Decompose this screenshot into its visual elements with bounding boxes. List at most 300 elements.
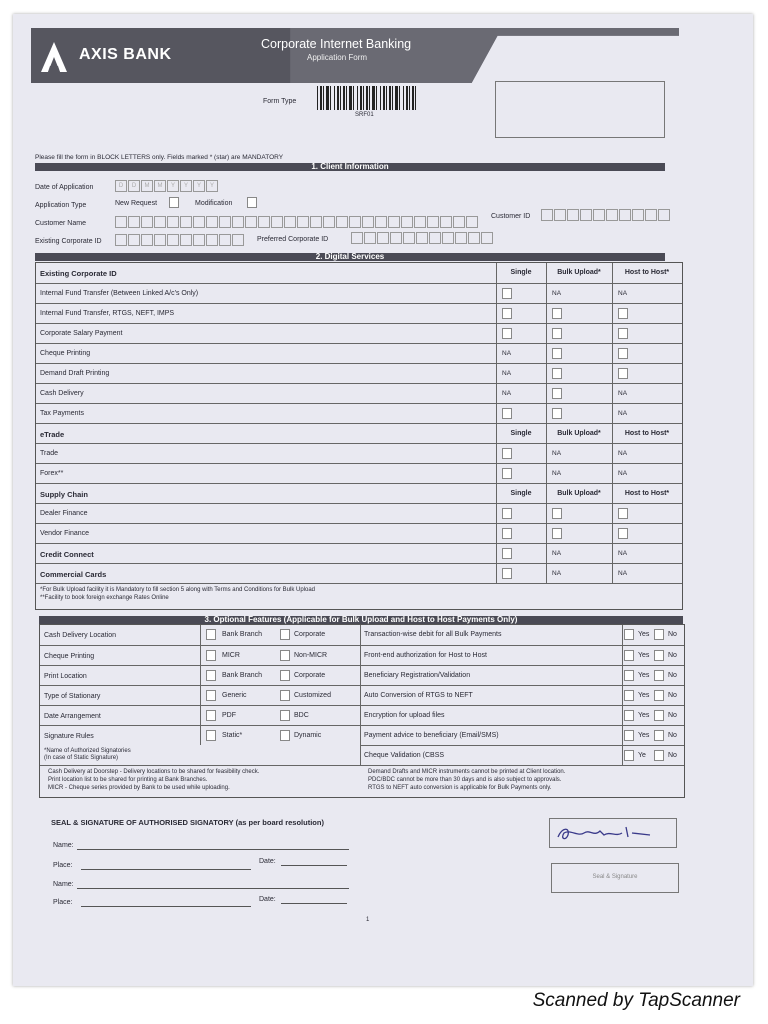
date-cell[interactable]: Y <box>193 180 205 192</box>
service-label: Demand Draft Printing <box>40 370 110 377</box>
modification-checkbox[interactable] <box>247 197 257 208</box>
option-label: Date Arrangement <box>44 713 101 720</box>
no-label: No <box>668 631 677 638</box>
option-label: Signature Rules <box>44 733 94 740</box>
service-checkbox[interactable] <box>552 328 562 339</box>
no-checkbox[interactable] <box>654 650 664 661</box>
input-cell[interactable] <box>632 209 644 221</box>
col-single: Single <box>510 269 532 276</box>
place-line-1[interactable] <box>81 869 251 870</box>
feature-label: Cheque Validation (CBSS <box>364 752 445 759</box>
service-label: Credit Connect <box>40 550 94 559</box>
yes-label: Yes <box>638 732 650 739</box>
scanner-watermark: Scanned by TapScanner <box>532 990 740 1011</box>
input-cell[interactable] <box>141 234 153 246</box>
barcode-bar <box>340 86 341 110</box>
customer-name-field[interactable] <box>115 216 479 228</box>
barcode-bar <box>412 86 414 110</box>
yes-checkbox[interactable] <box>624 710 634 721</box>
preferred-id-label: Preferred Corporate ID <box>257 236 329 243</box>
date-label-2: Date: <box>259 896 276 903</box>
yes-checkbox[interactable] <box>624 670 634 681</box>
option-checkbox[interactable] <box>280 629 290 640</box>
option-2-label: Corporate <box>294 631 326 638</box>
date-cell[interactable]: Y <box>206 180 218 192</box>
form-title: Corporate Internet Banking <box>261 37 412 51</box>
service-label: Cheque Printing <box>40 350 91 357</box>
option-checkbox[interactable] <box>206 710 216 721</box>
service-row <box>36 363 682 383</box>
service-label: Internal Fund Transfer (Between Linked A/c's Only) <box>40 290 199 297</box>
option-1-label: Bank Branch <box>222 672 263 679</box>
service-row <box>36 303 682 323</box>
col-host-to-host: Host to Host* <box>624 269 670 276</box>
modification-label: Modification <box>195 200 233 207</box>
feature-row <box>360 725 684 745</box>
input-cell[interactable] <box>567 209 579 221</box>
service-checkbox[interactable] <box>502 508 512 519</box>
barcode-bar <box>353 86 354 110</box>
group-etrade-label: eTrade <box>40 430 65 439</box>
section3-title: 3. Optional Features (Applicable for Bulk Upload and Host to Host Payments Only) <box>39 616 683 624</box>
na-text: NA <box>502 390 512 397</box>
barcode-bar <box>372 86 375 110</box>
yes-label: Yes <box>638 652 650 659</box>
option-label: Print Location <box>44 673 87 680</box>
date-line-1[interactable] <box>281 865 347 866</box>
axis-logo-icon <box>39 40 69 74</box>
option-2-label: Corporate <box>294 672 326 679</box>
no-label: No <box>668 692 677 699</box>
option-label: Cheque Printing <box>44 653 95 660</box>
service-checkbox[interactable] <box>552 508 562 519</box>
input-cell[interactable] <box>619 209 631 221</box>
date-label: Date of Application <box>35 184 94 191</box>
no-checkbox[interactable] <box>654 670 664 681</box>
column-divider <box>360 625 361 765</box>
name-line-1[interactable] <box>77 849 349 850</box>
input-cell[interactable] <box>128 216 140 228</box>
input-cell[interactable] <box>414 216 426 228</box>
input-cell[interactable] <box>440 216 452 228</box>
group-supply-chain <box>36 483 682 503</box>
date-label-1: Date: <box>259 858 276 865</box>
note-right: PDC/BDC cannot be more than 30 days and is also subject to approvals. <box>368 777 562 783</box>
yes-label: Yes <box>638 672 650 679</box>
input-cell[interactable] <box>442 232 454 244</box>
option-2-label: Non-MICR <box>294 652 328 659</box>
barcode-bar <box>337 86 339 110</box>
service-checkbox[interactable] <box>618 348 628 359</box>
yes-checkbox[interactable] <box>624 690 634 701</box>
barcode-bar <box>320 86 322 110</box>
page-number: 1 <box>366 917 370 923</box>
service-row <box>36 403 682 423</box>
input-cell[interactable] <box>154 216 166 228</box>
barcode-bar <box>376 86 377 110</box>
barcode-bar <box>406 86 408 110</box>
barcode-text: SRF01 <box>355 112 374 118</box>
service-checkbox[interactable] <box>502 448 512 459</box>
note-right: RTGS to NEFT auto conversion is applicable for Bulk Payments only. <box>368 785 552 791</box>
form-type-label: Form Type <box>263 98 297 105</box>
column-divider <box>622 625 623 765</box>
section1-title: 1. Client Information <box>35 163 665 171</box>
feature-row <box>360 685 684 705</box>
service-row <box>36 543 682 563</box>
service-row <box>36 323 682 343</box>
na-text: NA <box>552 570 562 577</box>
yes-label: Yes <box>638 631 650 638</box>
input-cell[interactable] <box>206 234 218 246</box>
option-1-label: MICR <box>222 652 240 659</box>
sig-note-2: (In case of Static Signature) <box>44 755 119 761</box>
option-1-label: PDF <box>222 712 236 719</box>
yes-checkbox[interactable] <box>624 650 634 661</box>
service-checkbox[interactable] <box>502 408 512 419</box>
na-text: NA <box>552 290 562 297</box>
service-checkbox[interactable] <box>552 368 562 379</box>
barcode-bar <box>323 86 324 110</box>
sig-note-1: *Name of Authorized Signatories <box>44 748 131 754</box>
barcode-bar <box>389 86 391 110</box>
barcode-bar <box>415 86 416 110</box>
option-1-label: Static* <box>222 732 243 739</box>
service-checkbox[interactable] <box>618 308 628 319</box>
service-checkbox[interactable] <box>552 388 562 399</box>
input-cell[interactable] <box>554 209 566 221</box>
existing-id-field[interactable] <box>115 234 245 246</box>
service-row <box>36 563 682 583</box>
new-request-checkbox[interactable] <box>169 197 179 208</box>
feature-row <box>360 705 684 725</box>
service-checkbox[interactable] <box>552 528 562 539</box>
yes-label: Yes <box>638 712 650 719</box>
date-cell[interactable]: Y <box>180 180 192 192</box>
name-line-2[interactable] <box>77 888 349 889</box>
input-cell[interactable] <box>258 216 270 228</box>
barcode-bar <box>334 86 335 110</box>
col-single: Single <box>510 490 532 497</box>
service-checkbox[interactable] <box>552 308 562 319</box>
service-checkbox[interactable] <box>618 328 628 339</box>
option-checkbox[interactable] <box>280 730 290 741</box>
option-2-label: BDC <box>294 712 309 719</box>
no-checkbox[interactable] <box>654 750 664 761</box>
option-checkbox[interactable] <box>206 730 216 741</box>
date-cells[interactable] <box>115 180 219 192</box>
col-host-to-host: Host to Host* <box>624 490 670 497</box>
input-cell[interactable] <box>232 216 244 228</box>
service-checkbox[interactable] <box>502 528 512 539</box>
seal-box[interactable] <box>551 863 679 893</box>
barcode-bar <box>399 86 400 110</box>
service-checkbox[interactable] <box>502 568 512 579</box>
service-label: Commercial Cards <box>40 570 107 579</box>
no-label: No <box>668 752 677 759</box>
col-host-to-host: Host to Host* <box>624 430 670 437</box>
service-label: Corporate Salary Payment <box>40 330 123 337</box>
service-row <box>36 463 682 483</box>
group-existing-corporate-id-label: Existing Corporate ID <box>40 269 117 278</box>
place-label-2: Place: <box>53 899 73 906</box>
service-row <box>36 503 682 523</box>
na-text: NA <box>618 470 628 477</box>
customer-id-label: Customer ID <box>491 213 531 220</box>
feature-label: Transaction-wise debit for all Bulk Payments <box>364 631 502 638</box>
barcode-bar <box>386 86 387 110</box>
photo-box <box>495 81 665 138</box>
input-cell[interactable] <box>416 232 428 244</box>
input-cell[interactable] <box>593 209 605 221</box>
na-text: NA <box>618 450 628 457</box>
barcode-bar <box>357 86 358 110</box>
optional-features-table <box>39 624 685 798</box>
service-checkbox[interactable] <box>618 528 628 539</box>
input-cell[interactable] <box>468 232 480 244</box>
input-cell[interactable] <box>580 209 592 221</box>
footnote-2: **Facility to book foreign exchange Rates Online <box>40 595 169 601</box>
date-cell[interactable]: D <box>115 180 127 192</box>
option-checkbox[interactable] <box>280 670 290 681</box>
date-cell[interactable]: M <box>141 180 153 192</box>
input-cell[interactable] <box>336 216 348 228</box>
service-checkbox[interactable] <box>502 308 512 319</box>
notes-divider <box>40 765 684 766</box>
input-cell[interactable] <box>606 209 618 221</box>
option-checkbox[interactable] <box>206 629 216 640</box>
na-text: NA <box>552 470 562 477</box>
column-divider <box>612 263 613 583</box>
option-1-label: Generic <box>222 692 247 699</box>
feature-row <box>360 745 684 765</box>
customer-name-label: Customer Name <box>35 220 86 227</box>
no-checkbox[interactable] <box>654 629 664 640</box>
barcode-bar <box>346 86 347 110</box>
na-text: NA <box>502 350 512 357</box>
service-label: Vendor Finance <box>40 530 90 537</box>
input-cell[interactable] <box>349 216 361 228</box>
col-bulk-upload: Bulk Upload* <box>557 430 601 437</box>
date-cell[interactable]: D <box>128 180 140 192</box>
barcode-bar <box>403 86 404 110</box>
input-cell[interactable] <box>193 216 205 228</box>
application-form <box>21 20 745 980</box>
input-cell[interactable] <box>167 234 179 246</box>
place-label-1: Place: <box>53 862 73 869</box>
handwritten-signature <box>550 819 676 847</box>
service-row <box>36 443 682 463</box>
input-cell[interactable] <box>323 216 335 228</box>
barcode-bar <box>363 86 364 110</box>
option-checkbox[interactable] <box>206 650 216 661</box>
yes-label: Yes <box>638 692 650 699</box>
form-subtitle: Application Form <box>307 53 368 62</box>
barcode-bar <box>343 86 345 110</box>
barcode <box>317 86 419 110</box>
service-checkbox[interactable] <box>502 548 512 559</box>
input-cell[interactable] <box>271 216 283 228</box>
input-cell[interactable] <box>141 216 153 228</box>
na-text: NA <box>618 570 628 577</box>
service-label: Trade <box>40 450 59 457</box>
input-cell[interactable] <box>232 234 244 246</box>
col-single: Single <box>510 430 532 437</box>
column-divider <box>200 625 201 745</box>
section2-title: 2. Digital Services <box>35 253 665 261</box>
seal-label: Seal & Signature <box>592 874 638 880</box>
input-cell[interactable] <box>206 216 218 228</box>
na-text: NA <box>552 550 562 557</box>
input-cell[interactable] <box>115 234 127 246</box>
service-row <box>36 383 682 403</box>
barcode-bar <box>366 86 368 110</box>
na-text: NA <box>618 410 628 417</box>
signature-title: SEAL & SIGNATURE OF AUTHORISED SIGNATORY (as per board resolution) <box>51 818 324 827</box>
na-text: NA <box>618 550 628 557</box>
note-right: Demand Drafts and MICR instruments cannot be printed at Client location. <box>368 769 566 775</box>
yes-checkbox[interactable] <box>624 730 634 741</box>
note-left: MICR - Cheque series provided by Bank to be used while uploading. <box>48 785 230 791</box>
input-cell[interactable] <box>455 232 467 244</box>
input-cell[interactable] <box>115 216 127 228</box>
input-cell[interactable] <box>219 234 231 246</box>
input-cell[interactable] <box>167 216 179 228</box>
preferred-id-field[interactable] <box>351 232 494 244</box>
input-cell[interactable] <box>154 234 166 246</box>
col-bulk-upload: Bulk Upload* <box>557 269 601 276</box>
feature-label: Front-end authorization for Host to Host <box>364 652 487 659</box>
barcode-bar <box>317 86 318 110</box>
barcode-bar <box>369 86 370 110</box>
input-cell[interactable] <box>193 234 205 246</box>
feature-row <box>360 645 684 665</box>
input-cell[interactable] <box>284 216 296 228</box>
barcode-bar <box>395 86 398 110</box>
input-cell[interactable] <box>180 234 192 246</box>
service-checkbox[interactable] <box>502 328 512 339</box>
input-cell[interactable] <box>310 216 322 228</box>
input-cell[interactable] <box>466 216 478 228</box>
barcode-bar <box>392 86 393 110</box>
no-label: No <box>668 652 677 659</box>
service-row <box>36 523 682 543</box>
group-etrade <box>36 423 682 443</box>
input-cell[interactable] <box>401 216 413 228</box>
input-cell[interactable] <box>403 232 415 244</box>
feature-row <box>360 665 684 685</box>
input-cell[interactable] <box>645 209 657 221</box>
no-checkbox[interactable] <box>654 730 664 741</box>
no-label: No <box>668 712 677 719</box>
place-line-2[interactable] <box>81 906 251 907</box>
no-checkbox[interactable] <box>654 710 664 721</box>
note-left: Cash Delivery at Doorstep - Delivery locations to be shared for feasibility check. <box>48 769 260 775</box>
input-cell[interactable] <box>388 216 400 228</box>
option-label: Cash Delivery Location <box>44 632 116 639</box>
customer-id-field[interactable] <box>541 209 671 221</box>
na-text: NA <box>502 370 512 377</box>
service-checkbox[interactable] <box>552 408 562 419</box>
no-checkbox[interactable] <box>654 690 664 701</box>
input-cell[interactable] <box>219 216 231 228</box>
service-checkbox[interactable] <box>618 508 628 519</box>
feature-label: Payment advice to beneficiary (Email/SMS) <box>364 732 499 739</box>
input-cell[interactable] <box>364 232 376 244</box>
date-line-2[interactable] <box>281 903 347 904</box>
input-cell[interactable] <box>429 232 441 244</box>
option-label: Type of Stationary <box>44 693 101 700</box>
option-checkbox[interactable] <box>280 650 290 661</box>
option-checkbox[interactable] <box>206 690 216 701</box>
service-label: Dealer Finance <box>40 510 88 517</box>
option-1-label: Bank Branch <box>222 631 263 638</box>
input-cell[interactable] <box>351 232 363 244</box>
signature-box[interactable] <box>549 818 677 848</box>
date-cell[interactable]: Y <box>167 180 179 192</box>
input-cell[interactable] <box>390 232 402 244</box>
barcode-bar <box>326 86 329 110</box>
input-cell[interactable] <box>375 216 387 228</box>
service-checkbox[interactable] <box>618 368 628 379</box>
existing-id-label: Existing Corporate ID <box>35 238 102 245</box>
service-label: Internal Fund Transfer, RTGS, NEFT, IMPS <box>40 310 175 317</box>
yes-checkbox[interactable] <box>624 750 634 761</box>
name-label-2: Name: <box>53 881 74 888</box>
input-cell[interactable] <box>362 216 374 228</box>
feature-label: Auto Conversion of RTGS to NEFT <box>364 692 473 699</box>
name-label-1: Name: <box>53 842 74 849</box>
option-2-label: Customized <box>294 692 331 699</box>
new-request-label: New Request <box>115 200 158 207</box>
barcode-bar <box>349 86 352 110</box>
na-text: NA <box>618 290 628 297</box>
option-checkbox[interactable] <box>280 690 290 701</box>
input-cell[interactable] <box>541 209 553 221</box>
input-cell[interactable] <box>128 234 140 246</box>
bank-name: AXIS BANK <box>79 46 172 63</box>
na-text: NA <box>618 390 628 397</box>
input-cell[interactable] <box>245 216 257 228</box>
service-label: Tax Payments <box>40 410 84 417</box>
input-cell[interactable] <box>297 216 309 228</box>
input-cell[interactable] <box>481 232 493 244</box>
input-cell[interactable] <box>658 209 670 221</box>
service-checkbox[interactable] <box>502 288 512 299</box>
feature-label: Beneficiary Registration/Validation <box>364 672 471 679</box>
service-label: Cash Delivery <box>40 390 84 397</box>
service-checkbox[interactable] <box>502 468 512 479</box>
service-row <box>36 343 682 363</box>
barcode-bar <box>330 86 331 110</box>
yes-label: Ye <box>638 752 646 759</box>
input-cell[interactable] <box>180 216 192 228</box>
option-checkbox[interactable] <box>280 710 290 721</box>
footnote-1: *For Bulk Upload facility it is Mandatory to fill section 5 along with Terms and Conditions for Bulk Upload <box>40 587 316 593</box>
yes-checkbox[interactable] <box>624 629 634 640</box>
instruction-note: Please fill the form in BLOCK LETTERS only. Fields marked * (star) are MANDATORY <box>35 154 284 161</box>
option-checkbox[interactable] <box>206 670 216 681</box>
input-cell[interactable] <box>427 216 439 228</box>
date-cell[interactable]: M <box>154 180 166 192</box>
service-label: Forex** <box>40 470 64 477</box>
input-cell[interactable] <box>453 216 465 228</box>
service-checkbox[interactable] <box>552 348 562 359</box>
na-text: NA <box>552 450 562 457</box>
input-cell[interactable] <box>377 232 389 244</box>
app-type-label: Application Type <box>35 202 87 209</box>
option-2-label: Dynamic <box>294 732 322 739</box>
